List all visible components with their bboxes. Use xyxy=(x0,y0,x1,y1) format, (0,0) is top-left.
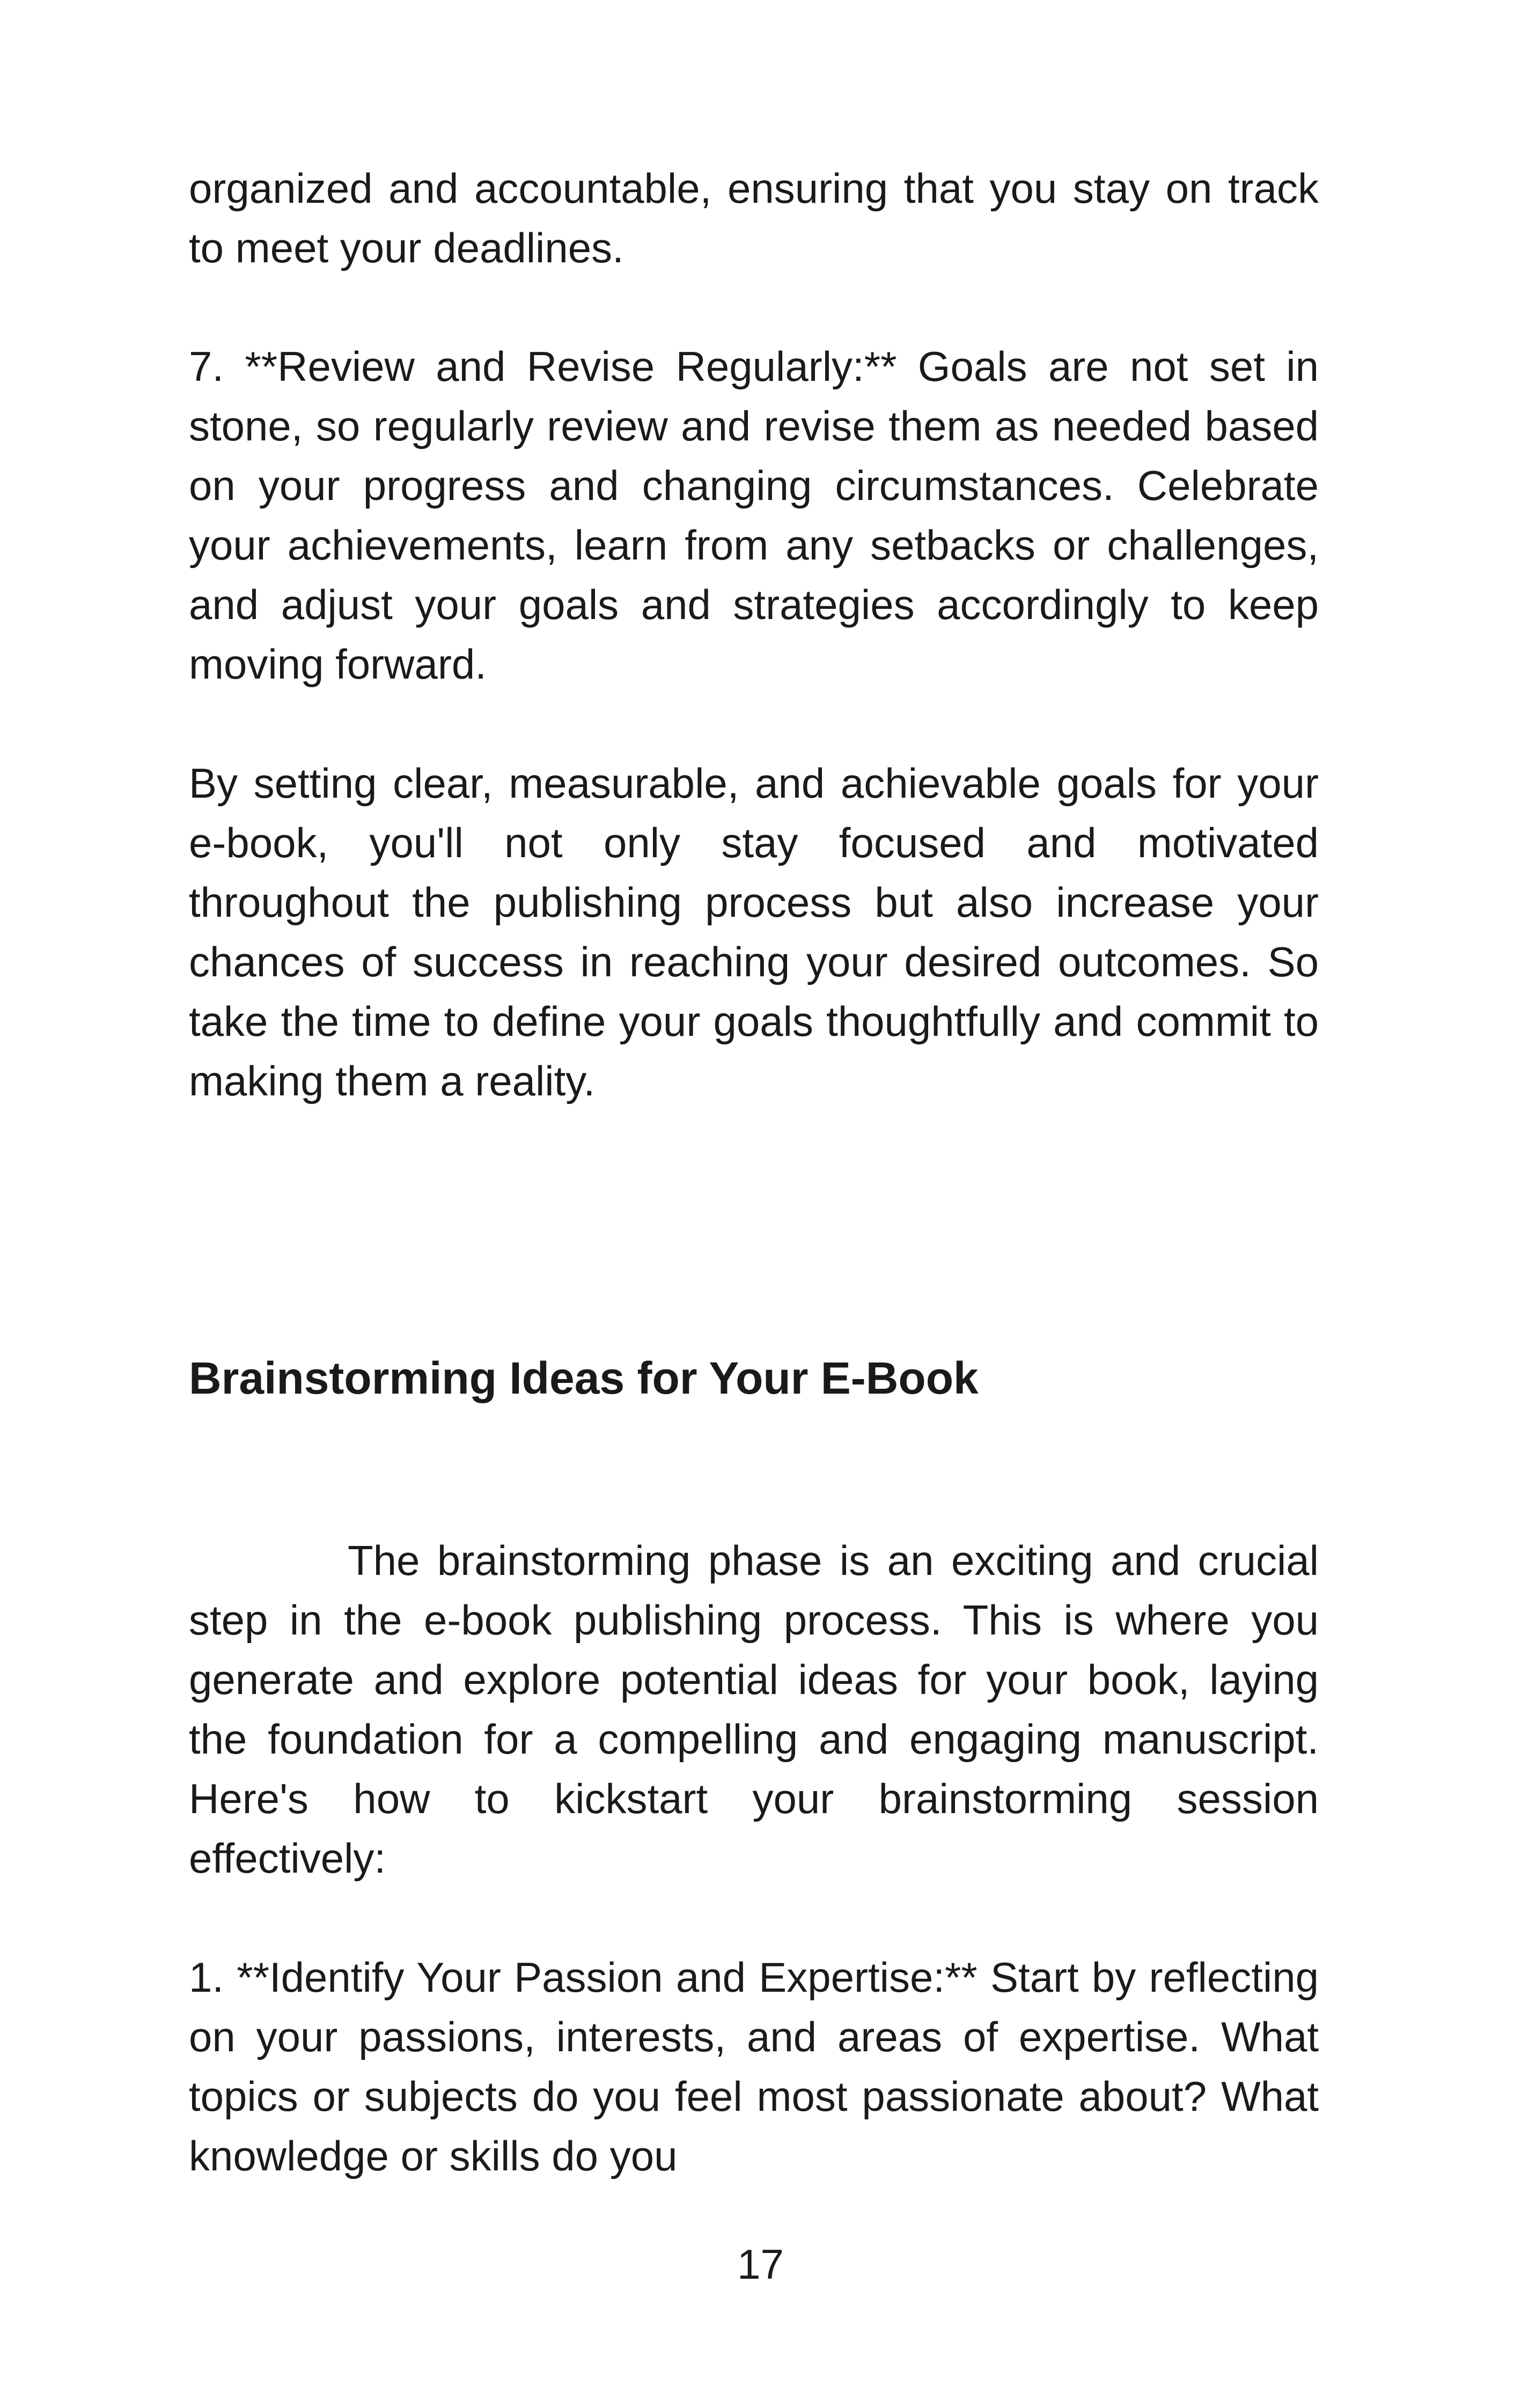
page-number: 17 xyxy=(737,2241,784,2288)
paragraph-continuation: organized and accountable, ensuring that you stay on track to meet your deadlines. xyxy=(189,165,1319,271)
section-heading: Brainstorming Ideas for Your E-Book xyxy=(189,1353,979,1403)
paragraph-identify-passion: 1. **Identify Your Passion and Expertise:** Start by reflecting on your passions, interests, and areas of expertise. What topics or subjects do you feel most passionate about? What knowledge or skills do you xyxy=(189,1954,1319,2179)
paragraph-conclusion: By setting clear, measurable, and achievable goals for your e-book, you'll not only stay focused and motivated throughout the publishing process but also increase your chances of success in reaching your desired outcomes. So take the time to define your goals thoughtfully and commit to making them a reality. xyxy=(189,760,1319,1104)
paragraph-review-revise: 7. **Review and Revise Regularly:** Goals are not set in stone, so regularly review and revise them as needed based on your progress and changing circumstances. Celebrate your achievements, learn from any setbacks or challenges, and adjust your goals and strategies accordingly to keep moving forward. xyxy=(189,343,1319,688)
paragraph-brainstorming-intro: The brainstorming phase is an exciting and crucial step in the e-book publishing process. This is where you generate and explore potential ideas for your book, laying the foundation for a compelling and engaging manuscript. Here's how to kickstart your brainstorming session effectively: xyxy=(189,1537,1319,1882)
